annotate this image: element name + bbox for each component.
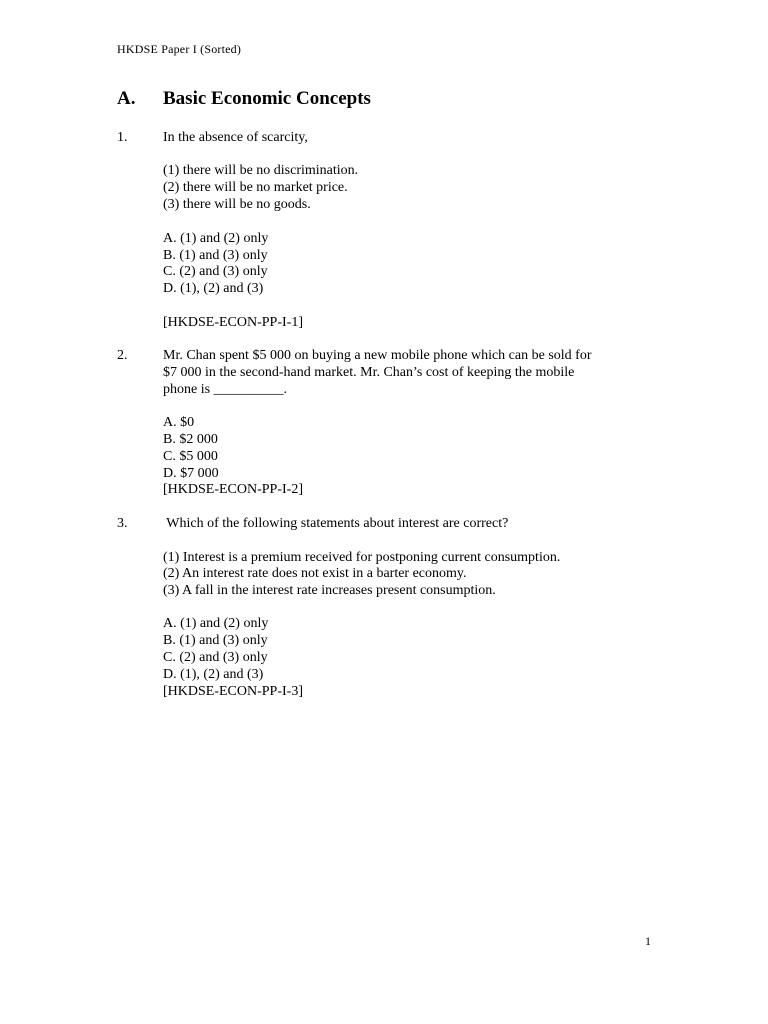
section-letter: A. [117, 88, 136, 109]
running-header: HKDSE Paper I (Sorted) [117, 42, 242, 56]
answer-option: B. $2 000 [163, 432, 218, 447]
statement-line: (2) there will be no market price. [163, 180, 348, 195]
question-stem-line: Mr. Chan spent $5 000 on buying a new mobile phone which can be sold for [163, 348, 592, 363]
statement-line: (1) Interest is a premium received for postponing current consumption. [163, 550, 561, 565]
question-stem: Which of the following statements about interest are correct? [163, 516, 509, 531]
statement-line: (3) A fall in the interest rate increases present consumption. [163, 583, 496, 598]
answer-option: D. (1), (2) and (3) [163, 667, 264, 682]
answer-option: D. $7 000 [163, 466, 219, 481]
question-number: 2. [117, 348, 128, 363]
question-number: 3. [117, 516, 128, 531]
statement-line: (2) An interest rate does not exist in a barter economy. [163, 566, 467, 581]
page-number: 1 [645, 934, 651, 948]
section-title: Basic Economic Concepts [163, 88, 371, 109]
question-stem-line: phone is __________. [163, 382, 288, 397]
answer-option: A. (1) and (2) only [163, 231, 269, 246]
question-number: 1. [117, 130, 128, 145]
question-reference: [HKDSE-ECON-PP-I-3] [163, 684, 303, 699]
answer-option: A. $0 [163, 415, 195, 430]
question-stem: In the absence of scarcity, [163, 130, 308, 145]
question-reference: [HKDSE-ECON-PP-I-2] [163, 482, 303, 497]
section-heading [117, 88, 371, 110]
answer-option: D. (1), (2) and (3) [163, 281, 264, 296]
statement-line: (1) there will be no discrimination. [163, 163, 359, 178]
statement-line: (3) there will be no goods. [163, 197, 311, 212]
answer-option: C. (2) and (3) only [163, 264, 268, 279]
answer-option: C. (2) and (3) only [163, 650, 268, 665]
answer-option: B. (1) and (3) only [163, 633, 268, 648]
answer-option: C. $5 000 [163, 449, 218, 464]
question-stem-line: $7 000 in the second-hand market. Mr. Chan’s cost of keeping the mobile [163, 365, 575, 380]
question-reference: [HKDSE-ECON-PP-I-1] [163, 315, 303, 330]
answer-option: B. (1) and (3) only [163, 248, 268, 263]
answer-option: A. (1) and (2) only [163, 616, 269, 631]
